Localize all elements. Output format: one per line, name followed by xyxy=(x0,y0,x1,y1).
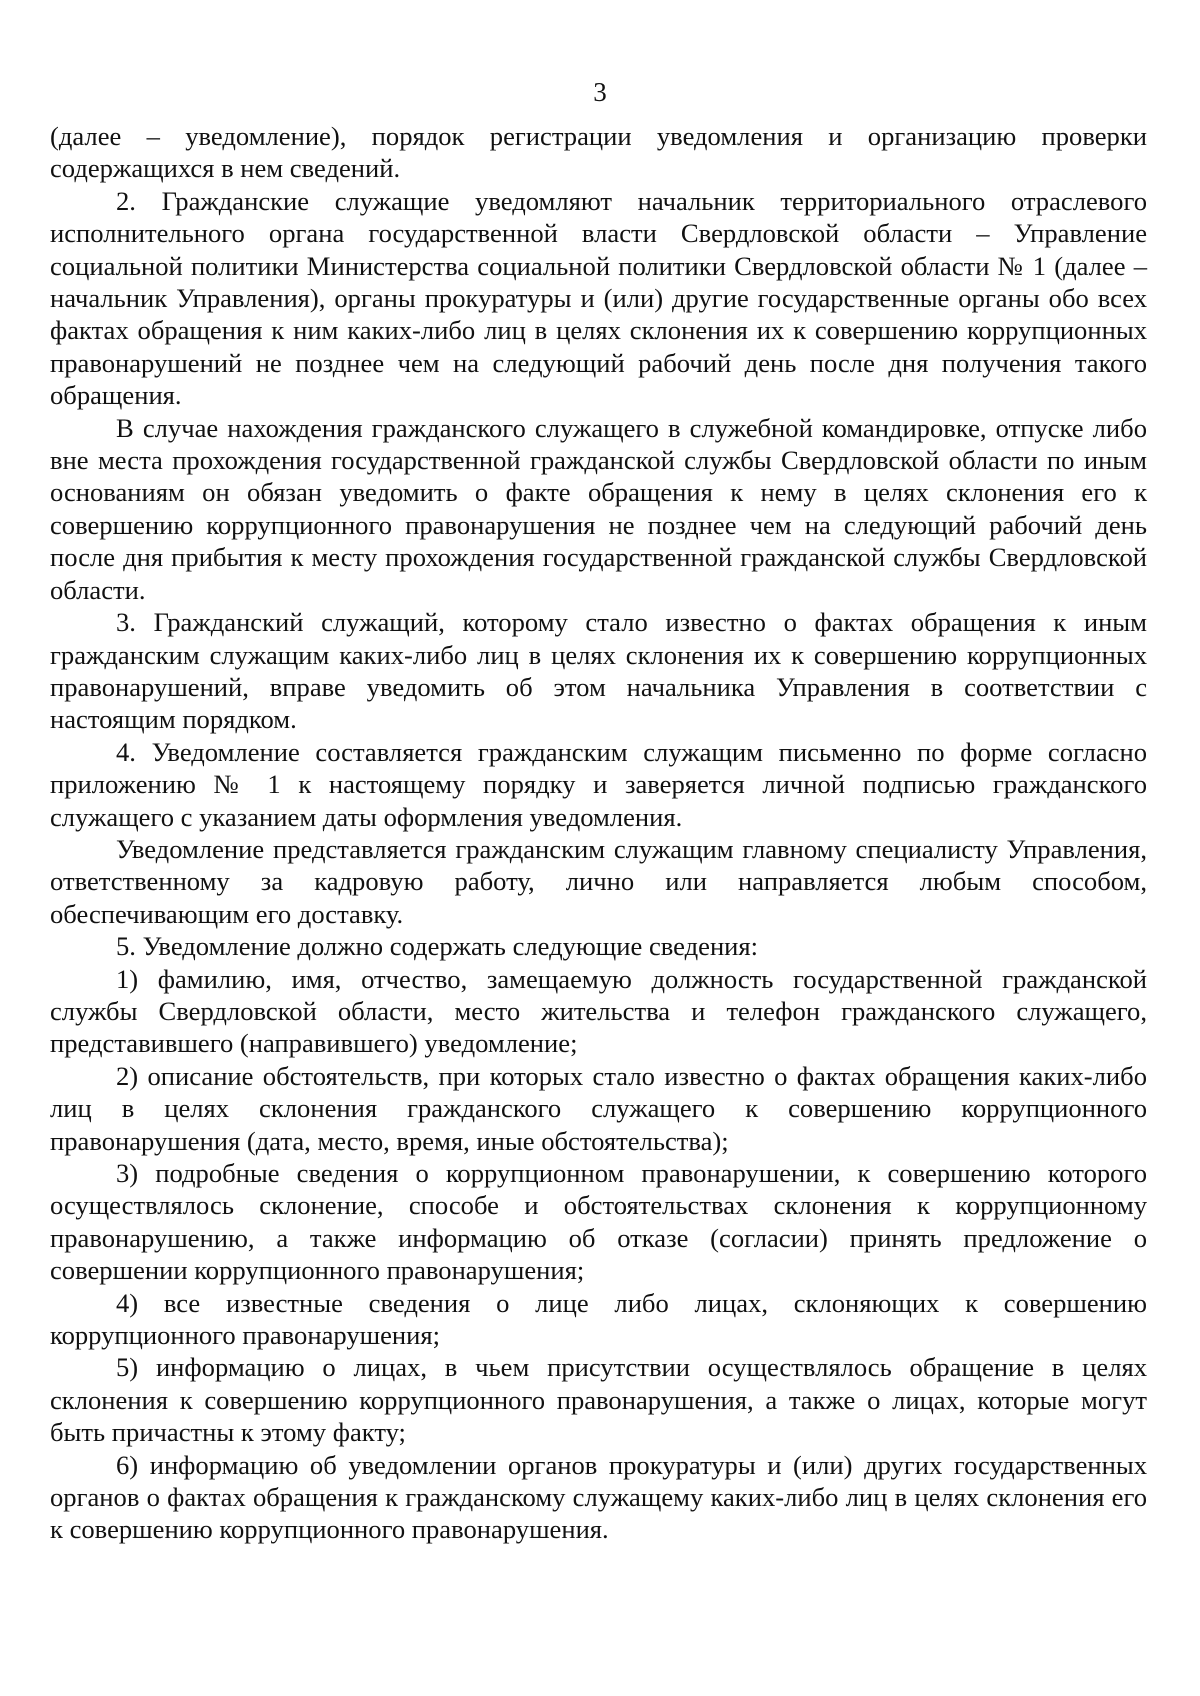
paragraph: 3) подробные сведения о коррупционном правонарушении, к совершению которого осуществлялось склонение, способе и обстоятельствах склонения к коррупционному правонарушению, а также информацию об отказе (согласии) принять предложение о совершении коррупционного правонарушения; xyxy=(50,1158,1147,1286)
paragraph: 2) описание обстоятельств, при которых стало известно о фактах обращения каких-либо лиц в целях склонения гражданского служащего к совершению коррупционного правонарушения (дата, место, время, иные обстоятельства); xyxy=(50,1060,1147,1156)
paragraph: Уведомление представляется гражданским служащим главному специалисту Управления, ответственному за кадровую работу, лично или направляется любым способом, обеспечивающим его доставку. xyxy=(50,833,1147,929)
page-number: 3 xyxy=(593,77,607,107)
document-body xyxy=(50,120,1147,1546)
paragraph: 2. Гражданские служащие уведомляют начальник территориального отраслевого исполнительного органа государственной власти Свердловской области – Управление социальной политики Министерства социальной политики Свердловской области № 1 (далее – начальник Управления), органы прокуратуры и (или) другие государственные органы обо всех фактах обращения к ним каких-либо лиц в целях склонения их к совершению коррупционных правонарушений не позднее чем на следующий рабочий день после дня получения такого обращения. xyxy=(50,185,1147,411)
paragraph: 4) все известные сведения о лице либо лицах, склоняющих к совершению коррупционного правонарушения; xyxy=(50,1287,1147,1351)
paragraph: (далее – уведомление), порядок регистрации уведомления и организацию проверки содержащихся в нем сведений. xyxy=(50,121,1147,184)
paragraph: 5) информацию о лицах, в чьем присутствии осуществлялось обращение в целях склонения к совершению коррупционного правонарушения, а также о лицах, которые могут быть причастны к этому факту; xyxy=(50,1352,1147,1448)
paragraph: 1) фамилию, имя, отчество, замещаемую должность государственной гражданской службы Свердловской области, место жительства и телефон гражданского служащего, представившего (направившего) уведомление; xyxy=(50,963,1147,1059)
paragraph: 3. Гражданский служащий, которому стало известно о фактах обращения к иным гражданским служащим каких-либо лиц в целях склонения их к совершению коррупционных правонарушений, вправе уведомить об этом начальника Управления в соответствии с настоящим порядком. xyxy=(50,607,1147,735)
paragraph: 6) информацию об уведомлении органов прокуратуры и (или) других государственных органов о фактах обращения к гражданскому служащему каких-либо лиц в целях склонения его к совершению коррупционного правонарушения. xyxy=(50,1449,1147,1545)
paragraph: 5. Уведомление должно содержать следующие сведения: xyxy=(116,931,759,962)
paragraph: В случае нахождения гражданского служащего в служебной командировке, отпуске либо вне места прохождения государственной гражданской службы Свердловской области по иным основаниям он обязан уведомить о факте обращения к нему в целях склонения его к совершению коррупционного правонарушения не позднее чем на следующий рабочий день после дня прибытия к месту прохождения государственной гражданской службы Свердловской области. xyxy=(50,412,1147,605)
paragraph: 4. Уведомление составляется гражданским служащим письменно по форме согласно приложению № 1 к настоящему порядку и заверяется личной подписью гражданского служащего с указанием даты оформления уведомления. xyxy=(50,736,1147,832)
